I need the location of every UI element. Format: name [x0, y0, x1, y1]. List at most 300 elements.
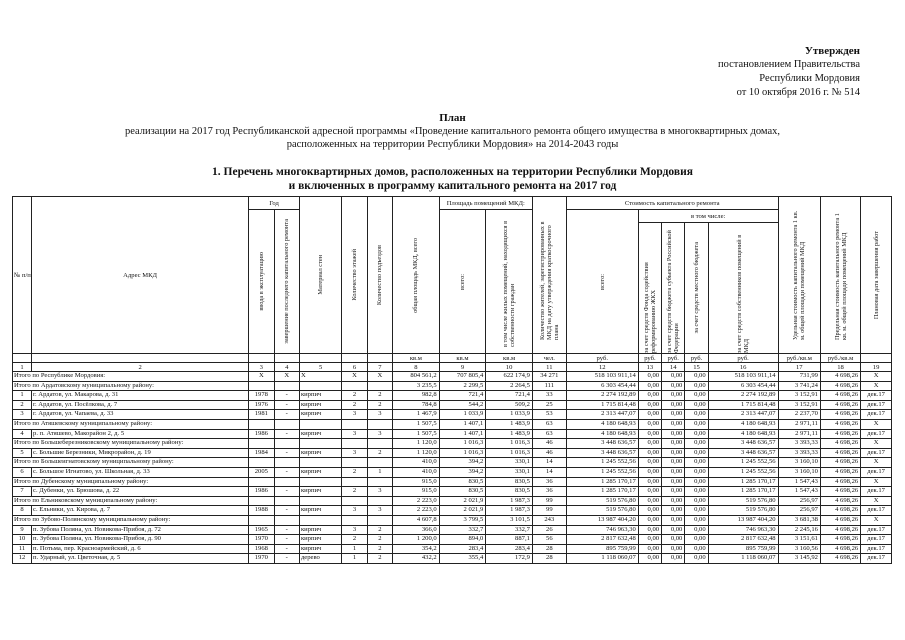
cell-col-17: 2 971,11	[778, 429, 820, 439]
cell-col-10: 1 016,3	[486, 439, 533, 449]
cell-col-9: 1 407,1	[439, 419, 486, 429]
cell-col-3: 1984	[249, 448, 274, 458]
cell-col-13: 0,00	[638, 487, 661, 497]
cell-col-15: 0,00	[685, 372, 708, 382]
cell-col-17: 3 160,10	[778, 467, 820, 477]
col-deadline-label: Плановая дата завершения работ	[872, 230, 880, 320]
cell-col-5: дерево	[299, 554, 341, 564]
cell-col-16: 2 313 447,07	[708, 410, 778, 420]
cell-col-14: 0,00	[662, 448, 685, 458]
unit-cell: руб.	[708, 354, 778, 363]
approval-block	[640, 44, 860, 100]
cell-col-11: 56	[532, 535, 566, 545]
cell-col-14: 0,00	[662, 535, 685, 545]
cell-col-7: 1	[367, 467, 392, 477]
cell-col-14: 0,00	[662, 429, 685, 439]
cell-col-6	[342, 439, 367, 449]
col-area-residential-header	[486, 210, 533, 354]
cell-col-15: 0,00	[685, 515, 708, 525]
cell-col-10: 283,4	[486, 544, 533, 554]
cell-col-5: кирпич	[299, 400, 341, 410]
column-number-cell: 4	[274, 363, 299, 372]
cell-col-16: 518 103 911,14	[708, 372, 778, 382]
col-entrances-header	[367, 197, 392, 354]
address-cell: п. Зубова Поляна, ул. Новикова-Прибоя, д. 90	[32, 535, 249, 545]
cell-col-12: 4 180 648,93	[566, 419, 638, 429]
cell-col-5: кирпич	[299, 487, 341, 497]
cell-col-12: 519 576,80	[566, 496, 638, 506]
cell-col-6: 3	[342, 448, 367, 458]
cell-col-15: 0,00	[685, 467, 708, 477]
cell-col-5	[299, 419, 341, 429]
cell-col-10: 2 264,5	[486, 381, 533, 391]
section-title-line-1: 1. Перечень многоквартирных домов, расположенных на территории Республики Мордовия	[212, 166, 693, 178]
cell-col-3: 1978	[249, 391, 274, 401]
cell-col-5: кирпич	[299, 544, 341, 554]
cell-col-3	[249, 381, 274, 391]
cell-col-4: -	[274, 467, 299, 477]
cell-col-8: 366,0	[393, 525, 440, 535]
cell-col-4: -	[274, 544, 299, 554]
cell-col-8: 1 200,0	[393, 535, 440, 545]
cell-col-17: 3 152,91	[778, 391, 820, 401]
cell-col-9: 707 805,4	[439, 372, 486, 382]
column-number-cell: 15	[685, 363, 708, 372]
column-number-cell: 2	[32, 363, 249, 372]
cell-col-18: 4 698,26	[820, 554, 860, 564]
cell-col-6	[342, 496, 367, 506]
cell-col-5	[299, 439, 341, 449]
cell-col-13: 0,00	[638, 410, 661, 420]
cell-col-19: дек.17	[861, 535, 892, 545]
cell-col-11: 46	[532, 448, 566, 458]
cell-col-14: 0,00	[662, 439, 685, 449]
cell-col-15: 0,00	[685, 535, 708, 545]
col-cost-total-header	[566, 210, 638, 354]
approved-label: Утвержден	[804, 45, 860, 57]
cell-col-5: кирпич	[299, 467, 341, 477]
cell-col-7: 3	[367, 506, 392, 516]
address-cell: п. Ударный, ул. Цветочная, д. 5	[32, 554, 249, 564]
cell-col-19: дек.17	[861, 410, 892, 420]
cell-col-19: X	[861, 381, 892, 391]
cell-col-18: 4 698,26	[820, 400, 860, 410]
row-number: 8	[13, 506, 32, 516]
cell-col-14: 0,00	[662, 419, 685, 429]
cell-col-17: 3 151,61	[778, 535, 820, 545]
cell-col-17: 2 245,16	[778, 525, 820, 535]
cell-col-8: 1 120,0	[393, 439, 440, 449]
cell-col-7	[367, 515, 392, 525]
cell-col-11: 99	[532, 496, 566, 506]
plan-subtitle	[0, 125, 905, 151]
cell-col-9: 721,4	[439, 391, 486, 401]
cell-col-11: 46	[532, 439, 566, 449]
cell-col-9: 394,2	[439, 467, 486, 477]
cell-col-8: 354,2	[393, 544, 440, 554]
col-owners-label: за счет средств собственников помещений в МКД	[736, 234, 751, 353]
subtotal-row	[13, 458, 892, 468]
cell-col-7: 3	[367, 487, 392, 497]
cell-col-11: 26	[532, 525, 566, 535]
cell-col-11: 63	[532, 429, 566, 439]
cell-col-4: -	[274, 487, 299, 497]
cell-col-15: 0,00	[685, 487, 708, 497]
row-number: 9	[13, 525, 32, 535]
column-number-cell: 1	[13, 363, 32, 372]
cell-col-5: кирпич	[299, 506, 341, 516]
cell-col-14: 0,00	[662, 554, 685, 564]
cell-col-3: 1986	[249, 429, 274, 439]
col-year-repair-header	[274, 210, 299, 354]
column-number-cell: 3	[249, 363, 274, 372]
cell-col-19: X	[861, 372, 892, 382]
cell-col-14: 0,00	[662, 506, 685, 516]
cell-col-16: 4 180 648,93	[708, 419, 778, 429]
cell-col-15: 0,00	[685, 448, 708, 458]
cell-col-13: 0,00	[638, 544, 661, 554]
cell-col-18: 4 698,26	[820, 525, 860, 535]
cell-col-5: X	[299, 372, 341, 382]
cell-col-13: 0,00	[638, 448, 661, 458]
cell-col-11: 243	[532, 515, 566, 525]
cell-col-4: -	[274, 535, 299, 545]
unit-cell: руб.	[662, 354, 685, 363]
cell-col-13: 0,00	[638, 400, 661, 410]
cell-col-4	[274, 458, 299, 468]
cell-col-8: 982,8	[393, 391, 440, 401]
cell-col-13: 0,00	[638, 496, 661, 506]
cell-col-9: 1 016,3	[439, 439, 486, 449]
cell-col-10: 1 016,3	[486, 448, 533, 458]
cell-col-18: 4 698,26	[820, 506, 860, 516]
col-address-header: Адрес МКД	[32, 197, 249, 354]
col-floors-header	[342, 197, 367, 354]
cell-col-8: 410,0	[393, 467, 440, 477]
cell-col-7	[367, 477, 392, 487]
approval-line-2: Республики Мордовия	[759, 73, 860, 84]
cell-col-5: кирпич	[299, 448, 341, 458]
cell-col-13: 0,00	[638, 515, 661, 525]
cell-col-12: 2 817 632,48	[566, 535, 638, 545]
cell-col-17: 3 152,91	[778, 400, 820, 410]
cell-col-19: X	[861, 496, 892, 506]
cell-col-4	[274, 477, 299, 487]
cell-col-11: 25	[532, 400, 566, 410]
cell-col-5	[299, 515, 341, 525]
row-number: 1	[13, 391, 32, 401]
cell-col-19: X	[861, 458, 892, 468]
cell-col-18: 4 698,26	[820, 391, 860, 401]
cell-col-18: 4 698,26	[820, 381, 860, 391]
address-cell: г. Ардатов, ул. Посёлкова, д. 7	[32, 400, 249, 410]
col-year-commission-header	[249, 210, 274, 354]
col-residents-header	[532, 197, 566, 354]
cell-col-3: 1988	[249, 506, 274, 516]
column-number-cell: 7	[367, 363, 392, 372]
unit-cell	[249, 354, 274, 363]
column-number-cell: 11	[532, 363, 566, 372]
cell-col-7	[367, 496, 392, 506]
cell-col-10: 1 483,9	[486, 419, 533, 429]
cell-col-15: 0,00	[685, 458, 708, 468]
cell-col-13: 0,00	[638, 506, 661, 516]
cell-col-19: дек.17	[861, 400, 892, 410]
cell-col-8: 1 507,5	[393, 429, 440, 439]
column-number-cell: 19	[861, 363, 892, 372]
cell-col-10: 330,1	[486, 458, 533, 468]
cell-col-13: 0,00	[638, 525, 661, 535]
cell-col-18: 4 698,26	[820, 429, 860, 439]
cell-col-8: 410,0	[393, 458, 440, 468]
cell-col-11: 28	[532, 554, 566, 564]
cell-col-4: X	[274, 372, 299, 382]
address-cell: с. Ельники, ул. Кирова, д. 7	[32, 506, 249, 516]
cell-col-16: 2 274 192,89	[708, 391, 778, 401]
cell-col-16: 1 715 814,48	[708, 400, 778, 410]
cell-col-11: 36	[532, 487, 566, 497]
cell-col-4: -	[274, 554, 299, 564]
cell-col-9: 394,2	[439, 458, 486, 468]
cell-col-17: 3 681,38	[778, 515, 820, 525]
unit-cell	[13, 354, 32, 363]
col-material-label: Материал стен	[317, 255, 325, 295]
cell-col-4	[274, 439, 299, 449]
cell-col-7: 2	[367, 535, 392, 545]
cell-col-13: 0,00	[638, 467, 661, 477]
cell-col-9: 894,0	[439, 535, 486, 545]
subtotal-row	[13, 372, 892, 382]
cell-col-12: 3 448 636,57	[566, 439, 638, 449]
cell-col-12: 3 448 636,57	[566, 448, 638, 458]
cell-col-17: 1 547,43	[778, 487, 820, 497]
cell-col-6: X	[342, 372, 367, 382]
cell-col-18: 4 698,26	[820, 467, 860, 477]
cell-col-4: -	[274, 391, 299, 401]
section-title	[0, 165, 905, 193]
cell-col-19: X	[861, 477, 892, 487]
cell-col-3: X	[249, 372, 274, 382]
cell-col-8: 915,0	[393, 477, 440, 487]
cell-col-7: 2	[367, 391, 392, 401]
cell-col-15: 0,00	[685, 381, 708, 391]
cell-col-10: 509,2	[486, 400, 533, 410]
cell-col-14: 0,00	[662, 372, 685, 382]
cell-col-15: 0,00	[685, 544, 708, 554]
subtotal-label: Итого по Ардатовскому муниципальному району:	[13, 381, 249, 391]
cell-col-6: 2	[342, 467, 367, 477]
cell-col-6	[342, 515, 367, 525]
col-area-residential-label: в том числе жилых помещений, находящихся в собственности граждан	[502, 220, 517, 347]
cell-col-8: 784,8	[393, 400, 440, 410]
cell-col-8: 2 223,0	[393, 496, 440, 506]
cell-col-4: -	[274, 506, 299, 516]
column-number-cell: 12	[566, 363, 638, 372]
row-number: 4	[13, 429, 32, 439]
cell-col-19: дек.17	[861, 544, 892, 554]
col-including-header: в том числе:	[638, 210, 778, 223]
column-number-cell: 16	[708, 363, 778, 372]
cell-col-18: 4 698,26	[820, 496, 860, 506]
table-row	[13, 391, 892, 401]
col-deadline-header	[861, 197, 892, 354]
cell-col-17: 256,97	[778, 506, 820, 516]
cell-col-9: 1 033,9	[439, 410, 486, 420]
col-local-header	[685, 223, 708, 354]
col-total-area-header	[393, 197, 440, 354]
cell-col-14: 0,00	[662, 487, 685, 497]
cell-col-13: 0,00	[638, 391, 661, 401]
unit-cell	[274, 354, 299, 363]
unit-cell: руб.	[566, 354, 638, 363]
cell-col-9: 2 021,9	[439, 506, 486, 516]
cell-col-3: 1970	[249, 554, 274, 564]
unit-cell: чел.	[532, 354, 566, 363]
column-number-cell: 10	[486, 363, 533, 372]
cell-col-19: дек.17	[861, 525, 892, 535]
cell-col-9: 830,5	[439, 477, 486, 487]
cell-col-12: 1 715 814,48	[566, 400, 638, 410]
subtotal-label: Итого по Зубово-Полянскому муниципальному району:	[13, 515, 249, 525]
cell-col-9: 1 016,3	[439, 448, 486, 458]
subtotal-label: Итого по Республике Мордовия:	[13, 372, 249, 382]
cell-col-12: 4 180 648,93	[566, 429, 638, 439]
cell-col-17: 3 741,24	[778, 381, 820, 391]
row-number: 6	[13, 467, 32, 477]
cell-col-10: 3 101,5	[486, 515, 533, 525]
cell-col-3: 1968	[249, 544, 274, 554]
address-cell: с. Дубенки, ул. Брюшова, д. 22	[32, 487, 249, 497]
unit-cell	[342, 354, 367, 363]
cell-col-12: 895 759,99	[566, 544, 638, 554]
col-federal-header	[638, 223, 661, 354]
cell-col-14: 0,00	[662, 381, 685, 391]
cell-col-11: 14	[532, 467, 566, 477]
unit-cell: кв.м	[439, 354, 486, 363]
row-number: 10	[13, 535, 32, 545]
cell-col-5: кирпич	[299, 429, 341, 439]
cell-col-14: 0,00	[662, 496, 685, 506]
cell-col-19: дек.17	[861, 554, 892, 564]
cell-col-6: 3	[342, 506, 367, 516]
cell-col-17: 3 393,33	[778, 439, 820, 449]
cell-col-3	[249, 477, 274, 487]
cell-col-15: 0,00	[685, 496, 708, 506]
subtotal-label: Итого по Большеигнатовскому муниципальному району:	[13, 458, 249, 468]
subtotal-row	[13, 496, 892, 506]
cell-col-15: 0,00	[685, 506, 708, 516]
col-area-total-header	[439, 210, 486, 354]
column-number-cell: 8	[393, 363, 440, 372]
cell-col-6	[342, 477, 367, 487]
subtotal-label: Итого по Атяшевскому муниципальному району:	[13, 419, 249, 429]
cell-col-8: 432,2	[393, 554, 440, 564]
cell-col-11: 63	[532, 419, 566, 429]
cell-col-16: 13 987 404,20	[708, 515, 778, 525]
cell-col-9: 2 299,5	[439, 381, 486, 391]
cell-col-10: 622 174,9	[486, 372, 533, 382]
approval-line-1: постановлением Правительства	[717, 59, 860, 70]
cell-col-6: 2	[342, 400, 367, 410]
unit-cell: руб.	[685, 354, 708, 363]
cell-col-15: 0,00	[685, 400, 708, 410]
cell-col-8: 4 607,8	[393, 515, 440, 525]
col-max-cost-header	[820, 197, 860, 354]
col-regional-label: за счет средств бюджета субъекта Российской Федерации	[666, 230, 681, 353]
unit-cell	[367, 354, 392, 363]
table-row	[13, 429, 892, 439]
cell-col-8: 804 561,2	[393, 372, 440, 382]
cell-col-10: 1 033,9	[486, 410, 533, 420]
cell-col-12: 519 576,80	[566, 506, 638, 516]
cell-col-16: 1 118 060,07	[708, 554, 778, 564]
cell-col-5: кирпич	[299, 535, 341, 545]
cell-col-16: 519 576,80	[708, 506, 778, 516]
cell-col-16: 1 285 170,17	[708, 477, 778, 487]
cell-col-12: 6 303 454,44	[566, 381, 638, 391]
cell-col-7: 2	[367, 544, 392, 554]
cell-col-13: 0,00	[638, 372, 661, 382]
cell-col-17: 2 237,70	[778, 410, 820, 420]
cell-col-3: 2005	[249, 467, 274, 477]
cell-col-15: 0,00	[685, 429, 708, 439]
plan-title: План	[439, 112, 466, 124]
cell-col-4: -	[274, 429, 299, 439]
row-number: 2	[13, 400, 32, 410]
col-year-repair-label: завершение последнего капитального ремонта	[283, 219, 291, 344]
cell-col-6: 3	[342, 410, 367, 420]
cell-col-9: 355,4	[439, 554, 486, 564]
cell-col-7: X	[367, 372, 392, 382]
cell-col-4: -	[274, 525, 299, 535]
row-number: 5	[13, 448, 32, 458]
col-local-label: за счет средств местного бюджета	[693, 242, 700, 334]
cell-col-11: 99	[532, 506, 566, 516]
row-number: 11	[13, 544, 32, 554]
col-total-area-label: общая площадь МКД, всего	[412, 237, 420, 313]
cell-col-10: 887,1	[486, 535, 533, 545]
cell-col-5: кирпич	[299, 525, 341, 535]
cell-col-18: 4 698,26	[820, 448, 860, 458]
cell-col-7	[367, 439, 392, 449]
cell-col-17: 256,97	[778, 496, 820, 506]
cell-col-9: 830,5	[439, 487, 486, 497]
cell-col-16: 1 245 552,56	[708, 458, 778, 468]
row-number: 7	[13, 487, 32, 497]
column-number-cell: 18	[820, 363, 860, 372]
col-residents-label: Количество жителей, зарегистрированных в МКД на дату утверждения краткосрочного плана	[538, 221, 560, 340]
cell-col-18: 4 698,26	[820, 439, 860, 449]
cell-col-19: дек.17	[861, 429, 892, 439]
unit-cell: руб./кв.м	[820, 354, 860, 363]
cell-col-8: 1 507,5	[393, 419, 440, 429]
cell-col-8: 2 223,0	[393, 506, 440, 516]
cell-col-19: дек.17	[861, 467, 892, 477]
cell-col-16: 6 303 454,44	[708, 381, 778, 391]
cell-col-8: 915,0	[393, 487, 440, 497]
col-year-header: Год	[249, 197, 300, 210]
cell-col-18: 4 698,26	[820, 477, 860, 487]
cell-col-11: 111	[532, 381, 566, 391]
cell-col-9: 283,4	[439, 544, 486, 554]
cell-col-14: 0,00	[662, 400, 685, 410]
cell-col-16: 895 759,99	[708, 544, 778, 554]
cell-col-15: 0,00	[685, 554, 708, 564]
cell-col-5: кирпич	[299, 410, 341, 420]
cell-col-12: 13 987 404,20	[566, 515, 638, 525]
cell-col-15: 0,00	[685, 477, 708, 487]
cell-col-14: 0,00	[662, 515, 685, 525]
